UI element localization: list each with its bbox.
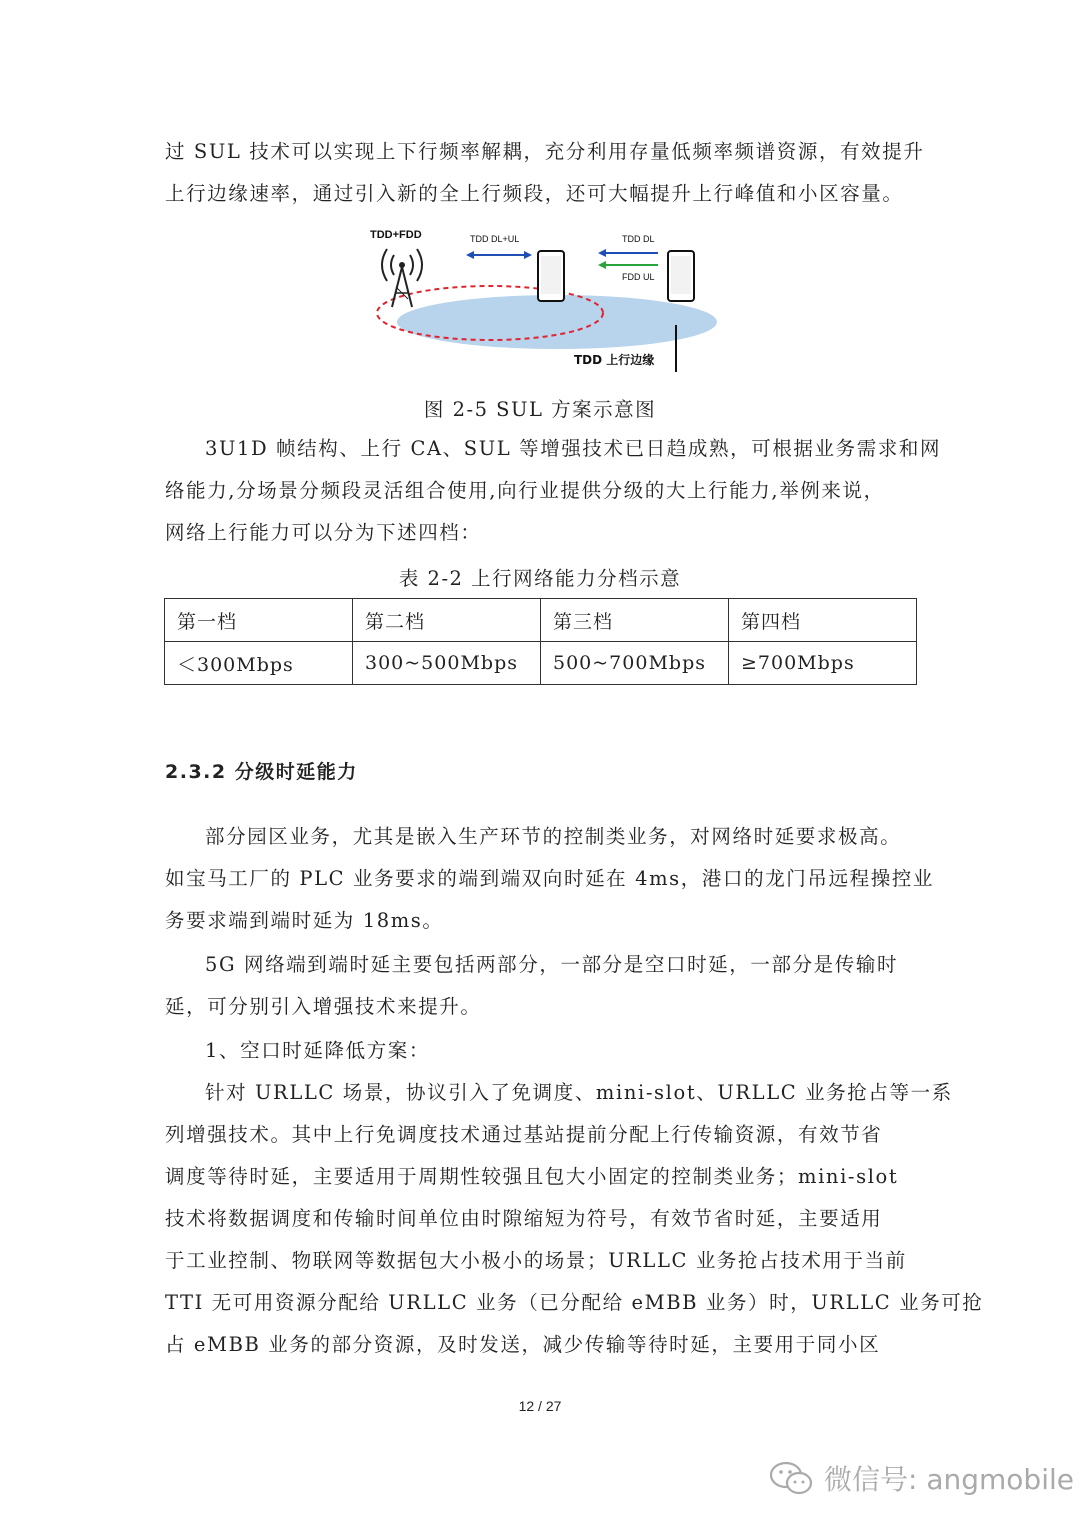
text-line: 延，可分别引入增强技术来提升。 <box>165 995 482 1018</box>
text-line: 针对 URLLC 场景，协议引入了免调度、mini-slot、URLLC 业务抢占等一系 <box>205 1081 953 1104</box>
edge-label: TDD 上行边缘 <box>574 353 655 367</box>
wechat-icon <box>768 1458 816 1498</box>
tower-icon <box>382 249 422 307</box>
right-bottom-label: FDD UL <box>622 272 655 282</box>
text-line: 务要求端到端时延为 18ms。 <box>165 909 444 932</box>
blue-left-arrow-icon <box>598 249 658 257</box>
paragraph-urllc <box>165 1072 953 1114</box>
sul-diagram <box>360 225 730 375</box>
paragraph-5g-cont <box>165 986 917 1028</box>
green-right-arrow-icon <box>598 261 658 269</box>
text-line: 于工业控制、物联网等数据包大小极小的场景；URLLC 业务抢占技术用于当前 <box>165 1249 907 1272</box>
text-line: 5G 网络端到端时延主要包括两部分，一部分是空口时延，一部分是传输时 <box>205 953 899 976</box>
paragraph-urllc-cont <box>165 1114 984 1366</box>
text-line: 如宝马工厂的 PLC 业务要求的端到端双向时延在 4ms，港口的龙门吊远程操控业 <box>165 867 934 890</box>
text-line: TTI 无可用资源分配给 URLLC 业务（已分配给 eMBB 业务）时，URLLC 业务可抢 <box>165 1291 984 1314</box>
list-item-1 <box>165 1030 917 1072</box>
text-line: 上行边缘速率，通过引入新的全上行频段，还可大幅提升上行峰值和小区容量。 <box>165 182 904 205</box>
text-line: 3U1D 帧结构、上行 CA、SUL 等增强技术已日趋成熟，可根据业务需求和网 <box>205 437 942 460</box>
watermark-text: 微信号: angmobile <box>824 1463 1074 1496</box>
page-number: 12 / 27 <box>518 1398 562 1414</box>
text-line: 络能力,分场景分频段灵活组合使用,向行业提供分级的大上行能力,举例来说， <box>165 479 885 502</box>
text-line: 1、空口时延降低方案： <box>205 1039 431 1062</box>
section-heading: 2.3.2 分级时延能力 <box>165 761 358 783</box>
table-header-cell: 第一档 <box>165 599 353 642</box>
table-header-cell: 第三档 <box>541 599 729 642</box>
text-line: 部分园区业务，尤其是嵌入生产环节的控制类业务，对网络时延要求极高。 <box>205 825 902 848</box>
text-line: 过 SUL 技术可以实现上下行频率解耦，充分利用存量低频率频谱资源，有效提升 <box>165 140 925 163</box>
table-row <box>165 599 917 642</box>
text-line: 技术将数据调度和传输时间单位由时隙缩短为符号，有效节省时延，主要适用 <box>165 1207 883 1230</box>
blue-double-arrow-icon <box>466 251 532 259</box>
table-cell: 300~500Mbps <box>353 642 541 685</box>
table-cell: ≥700Mbps <box>729 642 917 685</box>
uplink-tier-table <box>164 598 917 685</box>
table-header-cell: 第四档 <box>729 599 917 642</box>
phone-left-icon <box>538 251 564 301</box>
paragraph-5g <box>165 944 917 986</box>
paragraph-3u1d <box>165 428 942 470</box>
table-row <box>165 642 917 685</box>
watermark <box>768 1456 1074 1500</box>
table-cell: 500~700Mbps <box>541 642 729 685</box>
tdd-coverage-ellipse <box>397 295 717 349</box>
figure-caption: 图 2-5 SUL 方案示意图 <box>423 398 657 421</box>
table-caption: 表 2-2 上行网络能力分档示意 <box>398 567 682 590</box>
text-line: 网络上行能力可以分为下述四档： <box>165 521 482 544</box>
paragraph-park-cont <box>165 858 934 942</box>
paragraph-3u1d-cont <box>165 470 917 554</box>
text-line: 列增强技术。其中上行免调度技术通过基站提前分配上行传输资源，有效节省 <box>165 1123 883 1146</box>
phone-right-icon <box>668 251 694 301</box>
paragraph-top <box>165 131 925 215</box>
text-line: 调度等待时延，主要适用于周期性较强且包大小固定的控制类业务；mini-slot <box>165 1165 899 1188</box>
table-cell: ＜300Mbps <box>165 642 353 685</box>
left-arrow-label: TDD DL+UL <box>470 234 520 244</box>
table-header-cell: 第二档 <box>353 599 541 642</box>
right-top-label: TDD DL <box>622 234 655 244</box>
paragraph-park <box>165 816 917 858</box>
text-line: 占 eMBB 业务的部分资源，及时发送，减少传输等待时延，主要用于同小区 <box>165 1333 881 1356</box>
tower-label: TDD+FDD <box>370 229 422 241</box>
sul-diagram-svg <box>360 225 730 375</box>
